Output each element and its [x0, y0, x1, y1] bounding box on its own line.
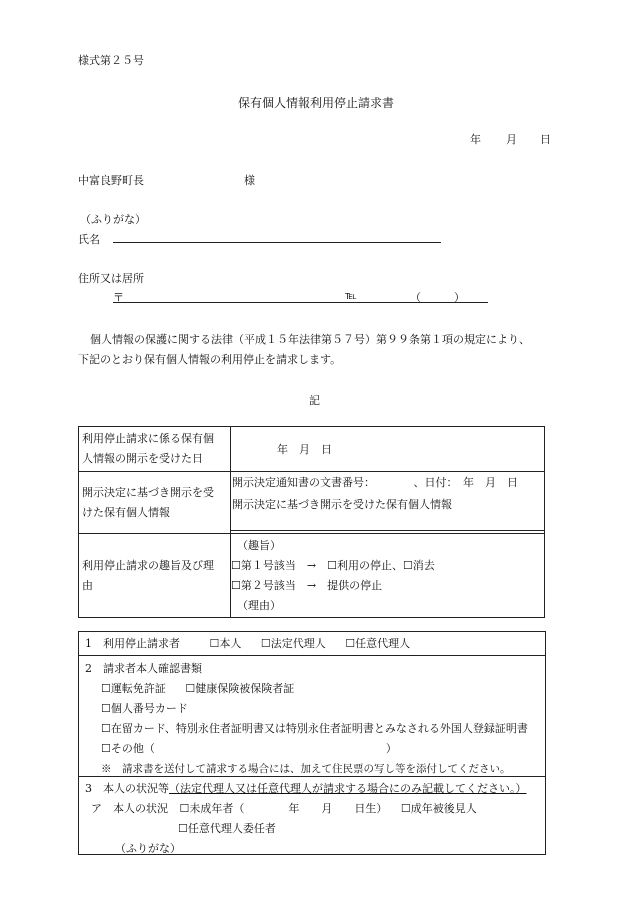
- request-detail-table: [78, 426, 545, 618]
- ki-heading: 記: [309, 394, 320, 407]
- requester-self-checkbox[interactable]: ☐本人: [209, 637, 242, 650]
- addressee-suffix: 様: [244, 174, 255, 187]
- addressee-name: 中富良野町長: [78, 174, 144, 187]
- disclosure-date-row: [79, 427, 545, 472]
- requester-box: [78, 631, 546, 855]
- purpose-heading: （趣旨）: [237, 538, 281, 552]
- principal-furigana-label: （ふりがな）: [115, 842, 181, 855]
- disclosure-date-value-cell[interactable]: [231, 427, 545, 472]
- section-divider-2: [79, 776, 545, 777]
- date-day-label: 日: [540, 133, 551, 146]
- purpose-reason-row: [79, 534, 545, 618]
- postal-mark: 〒: [113, 291, 124, 304]
- address-label: 住所又は居所: [78, 272, 144, 285]
- purpose-value-cell[interactable]: [231, 534, 545, 618]
- requester-type-row: [85, 636, 410, 652]
- disclosed-info-value-cell[interactable]: [231, 472, 545, 534]
- minor-checkbox[interactable]: ☐未成年者（ 年 月 日生）: [179, 802, 388, 815]
- requester-legal-agent-checkbox[interactable]: ☐法定代理人: [260, 637, 326, 650]
- name-label: 氏名: [78, 233, 100, 246]
- disclosed-info-label-l2: けた保有個人情報: [82, 505, 170, 519]
- address-field[interactable]: [113, 302, 488, 303]
- purpose-label-l2: 由: [82, 578, 93, 592]
- purpose-label-cell: [79, 534, 231, 618]
- id-documents-section: [85, 659, 528, 779]
- requester-voluntary-agent-checkbox[interactable]: ☐任意代理人: [345, 637, 411, 650]
- tel-label: ℡: [345, 289, 357, 302]
- date-month-label: 月: [506, 133, 517, 146]
- date-year-label: 年: [470, 133, 481, 146]
- form-number: 様式第２５号: [78, 54, 144, 67]
- disclosed-info-label-l1: 開示決定に基づき開示を受: [82, 485, 214, 499]
- notice-number-line: 開示決定通知書の文書番号： 、日付： 年 月 日: [232, 476, 518, 489]
- inner-divider: [231, 530, 544, 531]
- principal-status-note: （法定代理人又は任意代理人が請求する場合にのみ記載してください。）: [169, 782, 527, 795]
- disclosure-date-value: 年 月 日: [277, 443, 332, 456]
- doc-insurance-checkbox[interactable]: ☐健康保険被保険者証: [185, 682, 295, 695]
- purpose-label-l1: 利用停止請求の趣旨及び理: [82, 558, 214, 572]
- disclosed-info-row: [79, 472, 545, 534]
- principal-status-label: 3 本人の状況等: [85, 782, 169, 795]
- residence-note: ※ 請求書を送付して請求する場合には、加えて住民票の写し等を添付してください。: [101, 763, 511, 775]
- doc-other-checkbox[interactable]: ☐その他（ ）: [101, 742, 397, 755]
- doc-residence-card-checkbox[interactable]: ☐在留カード、特別永住者証明書又は特別永住者証明書とみなされる外国人登録証明書: [101, 722, 528, 735]
- name-field[interactable]: [113, 242, 441, 243]
- body-line-1: 個人情報の保護に関する法律（平成１５年法律第５７号）第９９条第１項の規定により、: [90, 333, 530, 346]
- purpose-option-1[interactable]: ☐第１号該当 → ☐利用の停止、☐消去: [231, 558, 435, 572]
- disclosure-date-label-l1: 利用停止請求に係る保有個: [82, 432, 214, 445]
- section-divider-1: [79, 655, 545, 656]
- principal-status-sub-label: ア 本人の状況: [91, 802, 168, 815]
- disclosure-date-label-l2: 人情報の開示を受けた日: [82, 452, 203, 465]
- disclosure-date-label-cell: [79, 427, 231, 472]
- tel-parens: （ ）: [410, 291, 465, 304]
- doc-license-checkbox[interactable]: ☐運転免許証: [101, 682, 166, 695]
- disclosed-info-label-cell: [79, 472, 231, 534]
- id-documents-label: 2 請求者本人確認書類: [85, 662, 202, 675]
- doc-mynumber-checkbox[interactable]: ☐個人番号カード: [101, 702, 188, 715]
- body-line-2: 下記のとおり保有個人情報の利用停止を請求します。: [78, 353, 342, 366]
- voluntary-principal-checkbox[interactable]: ☐任意代理人委任者: [178, 822, 276, 835]
- reason-heading: （理由）: [237, 598, 281, 612]
- page-title: 保有個人情報利用停止請求書: [238, 96, 395, 110]
- adult-ward-checkbox[interactable]: ☐成年被後見人: [400, 802, 477, 815]
- disclosed-info-line: 開示決定に基づき開示を受けた保有個人情報: [232, 498, 452, 511]
- requester-type-label: 1 利用停止請求者: [85, 637, 180, 650]
- purpose-option-2[interactable]: ☐第２号該当 → 提供の停止: [231, 578, 383, 592]
- furigana-label: （ふりがな）: [80, 213, 146, 226]
- principal-status-section: [85, 779, 527, 859]
